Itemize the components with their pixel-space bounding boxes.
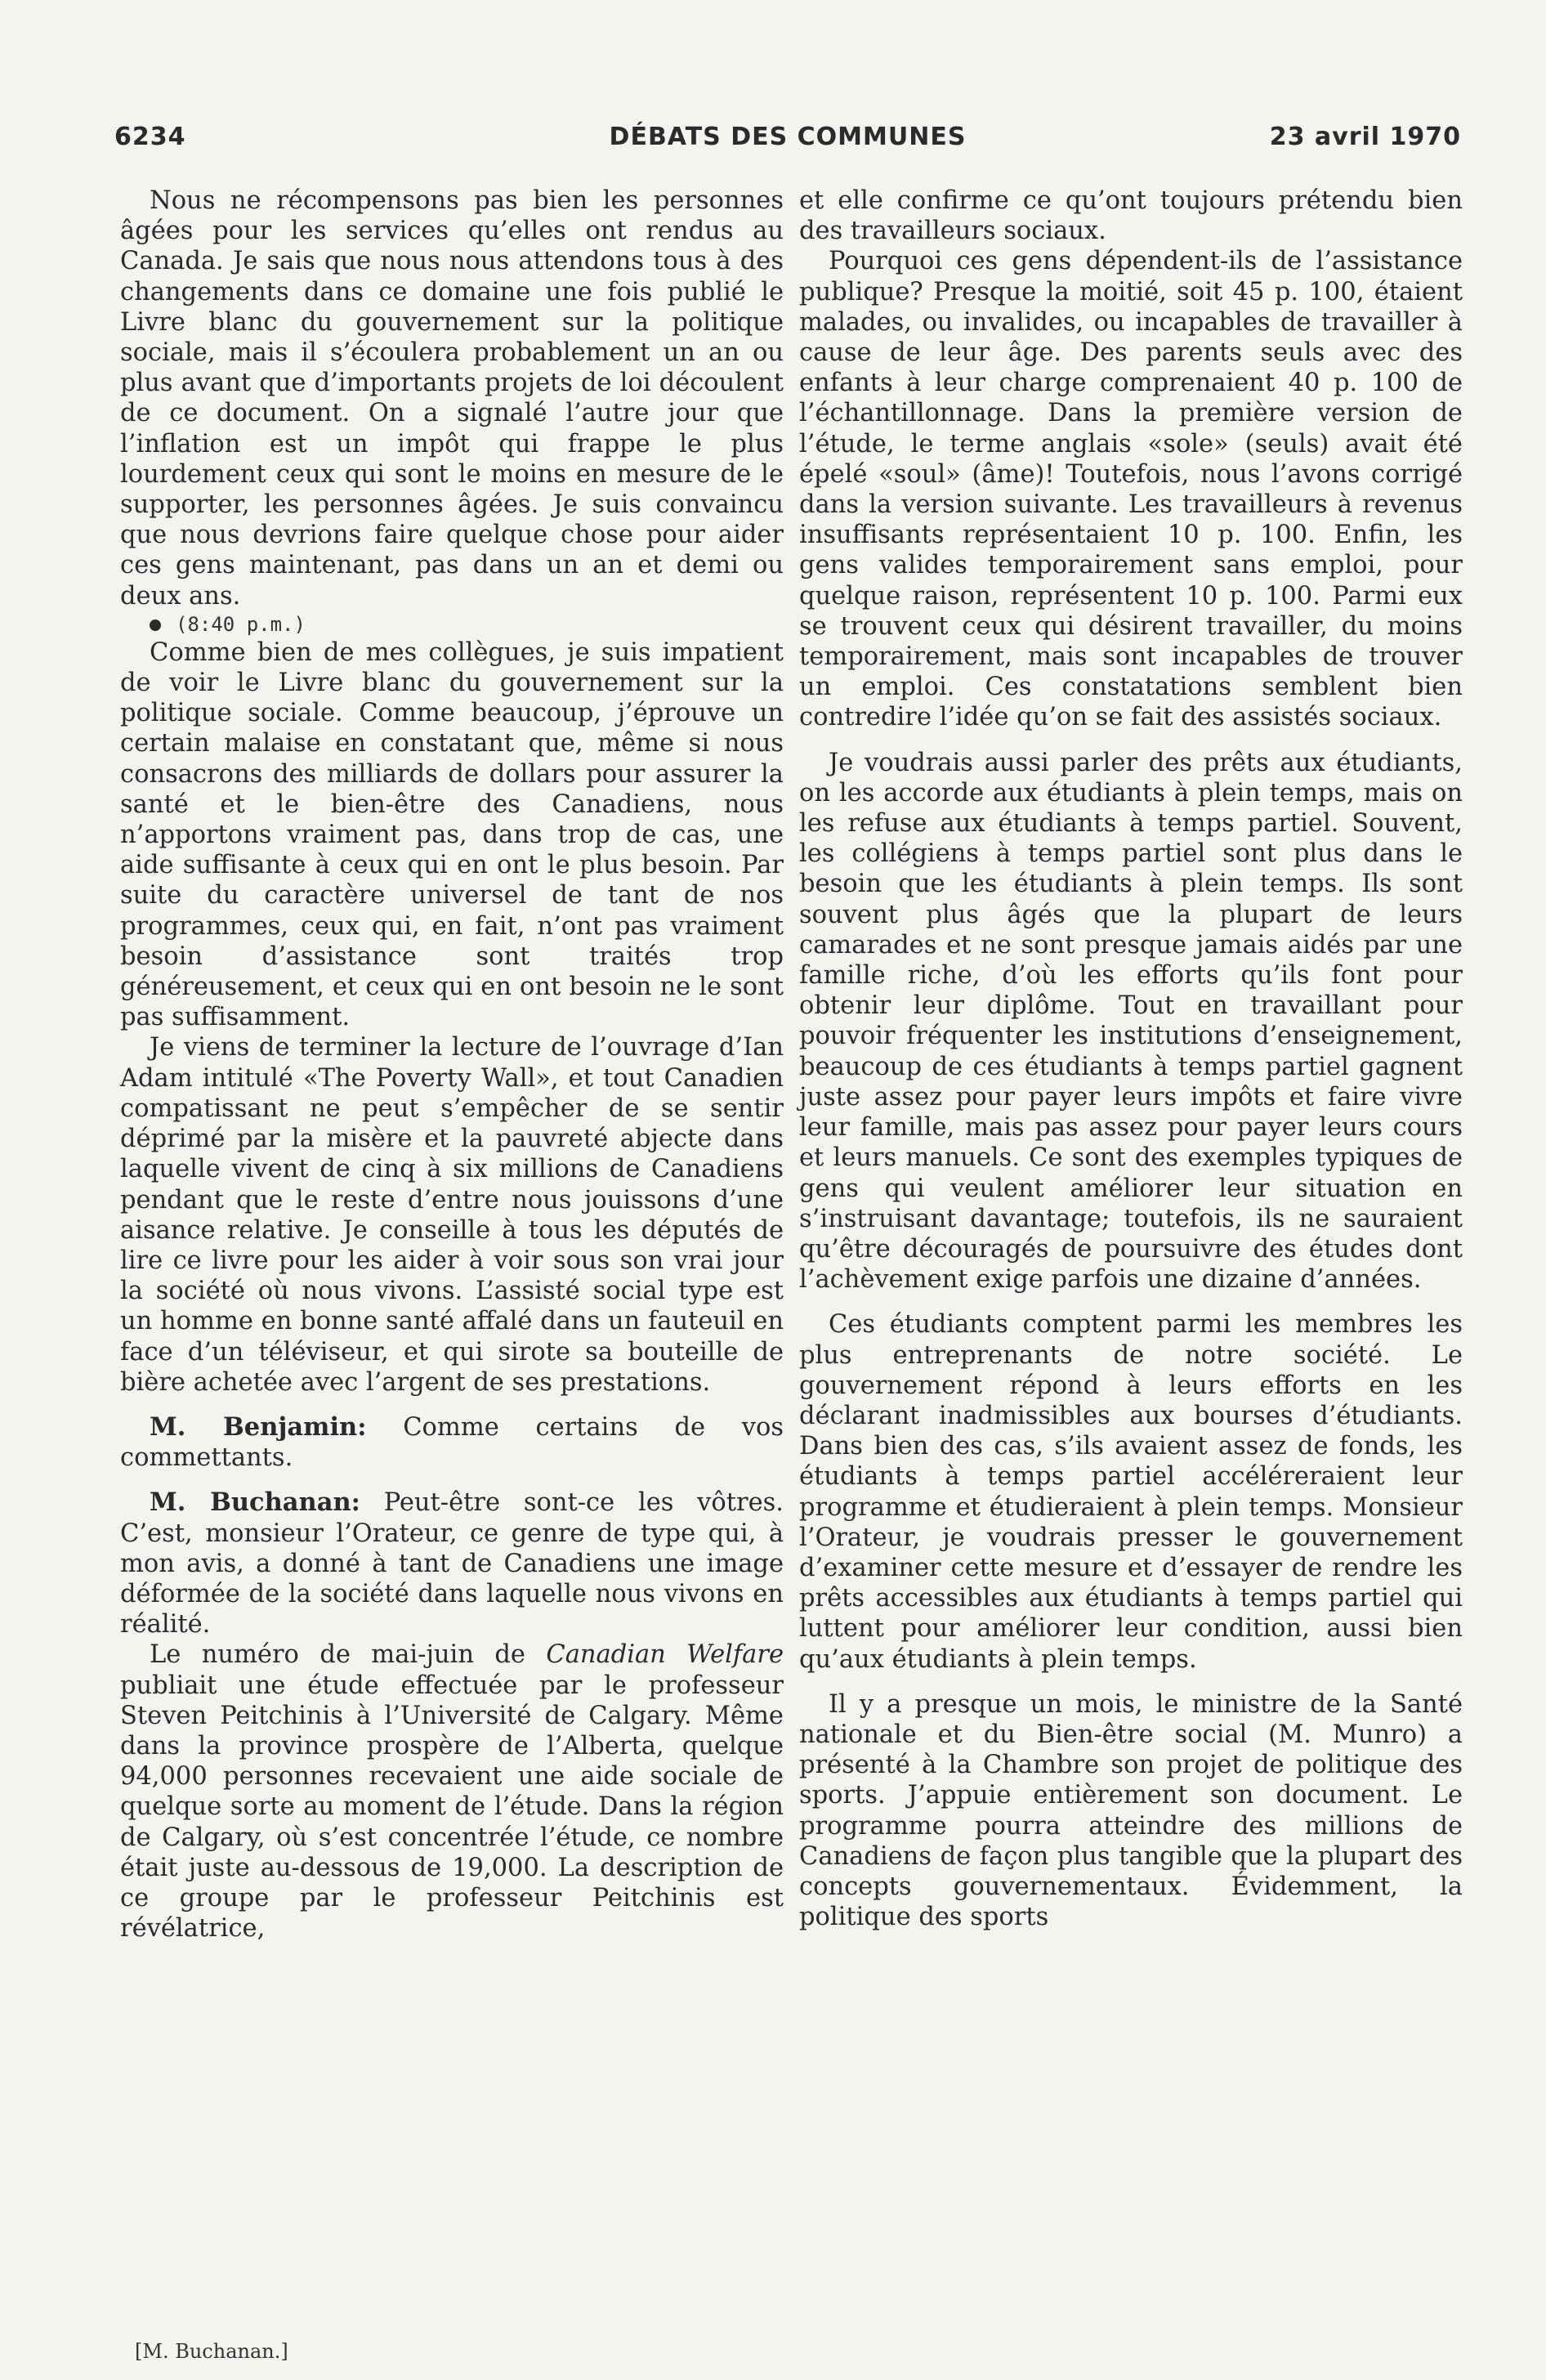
speaker-name: M. Benjamin: [150,1411,367,1442]
publication-title: DÉBATS DES COMMUNES [609,123,967,151]
paragraph [120,1640,784,1944]
paragraph: Il y a presque un mois, le ministre de la Santé nationale et du Bien-être social (M. Munro) a présenté à la Chambre son projet de politique des sports. J’appuie entièrement son document. Le programme pourra atteindre des millions de Canadiens de façon plus tangible que la plupart des concepts gouvernementaux. Évidemment, la politique des sports [799,1689,1463,1932]
paragraph: Comme bien de mes collègues, je suis impatient de voir le Livre blanc du gouvernement sur la politique sociale. Comme beaucoup, j’éprouve un certain malaise en constatant que, même si nous consacrons des milliards de dollars pour assurer la santé et le bien-être des Canadiens, nous n’apportons vraiment pas, dans trop de cas, une aide suffisante à ceux qui en ont le plus besoin. Par suite du caractère universel de tant de nos programmes, ceux qui, en fait, n’ont pas vraiment besoin d’assistance sont traités trop généreusement, et ceux qui en ont besoin ne le sont pas suffisamment. [120,638,784,1032]
speaker-text: Peut-être sont-ce les vôtres. C’est, monsieur l’Orateur, ce genre de type qui, à mon avis, a donné à tant de Canadiens une image déformée de la société dans laquelle nous vivons en réalité. [120,1488,784,1640]
paragraph: Pourquoi ces gens dépendent-ils de l’assistance publique? Presque la moitié, soit 45 p. 100, étaient malades, ou invalides, ou incapables de travailler à cause de leur âge. Des parents seuls avec des enfants à leur charge comprenaient 40 p. 100 de l’échantillonnage. Dans la première version de l’étude, le terme anglais «sole» (seuls) avait été épelé «soul» (âme)! Toutefois, nous l’avons corrigé dans la version suivante. Les travailleurs à revenus insuffisants représentaient 10 p. 100. Enfin, les gens valides temporairement sans emploi, pour quelque raison, représentent 10 p. 100. Parmi eux se trouvent ceux qui désirent travailler, du moins temporairement, mais sont incapables de trouver un emploi. Ces constatations semblent bien contredire l’idée qu’on se fait des assistés sociaux. [799,247,1463,732]
paragraph: Je voudrais aussi parler des prêts aux étudiants, on les accorde aux étudiants à plein temps, mais on les refuse aux étudiants à temps partiel. Souvent, les collégiens à temps partiel sont plus dans le besoin que les étudiants à plein temps. Ils sont souvent plus âgés que la plupart de leurs camarades et ne sont presque jamais aidés par une famille riche, d’où les efforts qu’ils font pour obtenir leur diplôme. Tout en travaillant pour pouvoir fréquenter les institutions d’enseignement, beaucoup de ces étudiants à temps partiel gagnent juste assez pour payer leurs impôts et faire vivre leur famille, mais pas assez pour payer leurs cours et leurs manuels. Ce sont des exemples typiques de gens qui veulent améliorer leur situation en s’instruisant davantage; toutefois, ils ne sauraient qu’être découragés de poursuivre des études dont l’achèvement exige parfois une dizaine d’années. [799,748,1463,1295]
speaker-paragraph [120,1412,784,1473]
paragraph: et elle confirme ce qu’ont toujours prétendu bien des travailleurs sociaux. [799,186,1463,246]
bullet-icon [150,620,161,631]
left-column [120,186,784,1944]
speaker-name: M. Buchanan: [150,1488,360,1518]
paragraph: Je viens de terminer la lecture de l’ouvrage d’Ian Adam intitulé «The Poverty Wall», et tout Canadien compatissant ne peut s’empêcher de se sentir déprimé par la misère et la pauvreté abjecte dans laquelle vivent de cinq à six millions de Canadiens pendant que le reste d’entre nous jouissons d’une aisance relative. Je conseille à tous les députés de lire ce livre pour les aider à voir sous son vrai jour la société où nous vivons. L’assisté social type est un homme en bonne santé affalé dans un fauteuil en face d’un téléviseur, et qui sirote sa bouteille de bière achetée avec l’argent de ses prestations. [120,1033,784,1397]
timestamp [120,611,784,638]
paragraph: Nous ne récompensons pas bien les personnes âgées pour les services qu’elles ont rendus au Canada. Je sais que nous nous attendons tous à des changements dans ce domaine une fois publié le Livre blanc du gouvernement sur la politique sociale, mais il s’écoulera probablement un an ou plus avant que d’importants projets de loi découlent de ce document. On a signalé l’autre jour que l’inflation est un impôt qui frappe le plus lourdement ceux qui sont le moins en mesure de le supporter, les personnes âgées. Je suis convaincu que nous devrions faire quelque chose pour aider ces gens maintenant, pas dans un an et demi ou deux ans. [120,186,784,611]
page-date: 23 avril 1970 [1269,123,1461,151]
right-column [799,186,1463,1932]
page-number: 6234 [114,123,186,151]
speaker-attribution: [M. Buchanan.] [135,2340,288,2363]
paragraph-text: publiait une étude effectuée par le professeur Steven Peitchinis à l’Université de Calgary. Même dans la province prospère de l’Alberta, quelque 94,000 personnes recevaient une aide sociale de quelque sorte au moment de l’étude. Dans la région de Calgary, où s’est concentrée l’étude, ce nombre était juste au-dessous de 19,000. La description de ce groupe par le professeur Peitchinis est révélatrice, [120,1671,784,1944]
paragraph-text: Le numéro de mai-juin de [150,1640,525,1670]
publication-name: Canadian Welfare [546,1640,784,1670]
speaker-paragraph [120,1488,784,1640]
paragraph: Ces étudiants comptent parmi les membres les plus entreprenants de notre société. Le gouvernement répond à leurs efforts en les déclarant inadmissibles aux bourses d’étudiants. Dans bien des cas, s’ils avaient assez de fonds, les étudiants à temps partiel accéléreraient leur programme et étudieraient à plein temps. Monsieur l’Orateur, je voudrais presser le gouvernement d’examiner cette mesure et d’essayer de rendre les prêts accessibles aux étudiants à temps partiel qui luttent pour améliorer leur condition, aussi bien qu’aux étudiants à plein temps. [799,1310,1463,1674]
timestamp-text: (8:40 p.m.) [176,612,306,636]
page-header [114,123,1461,163]
speaker-text: Comme certains de vos commettants. [120,1412,784,1473]
